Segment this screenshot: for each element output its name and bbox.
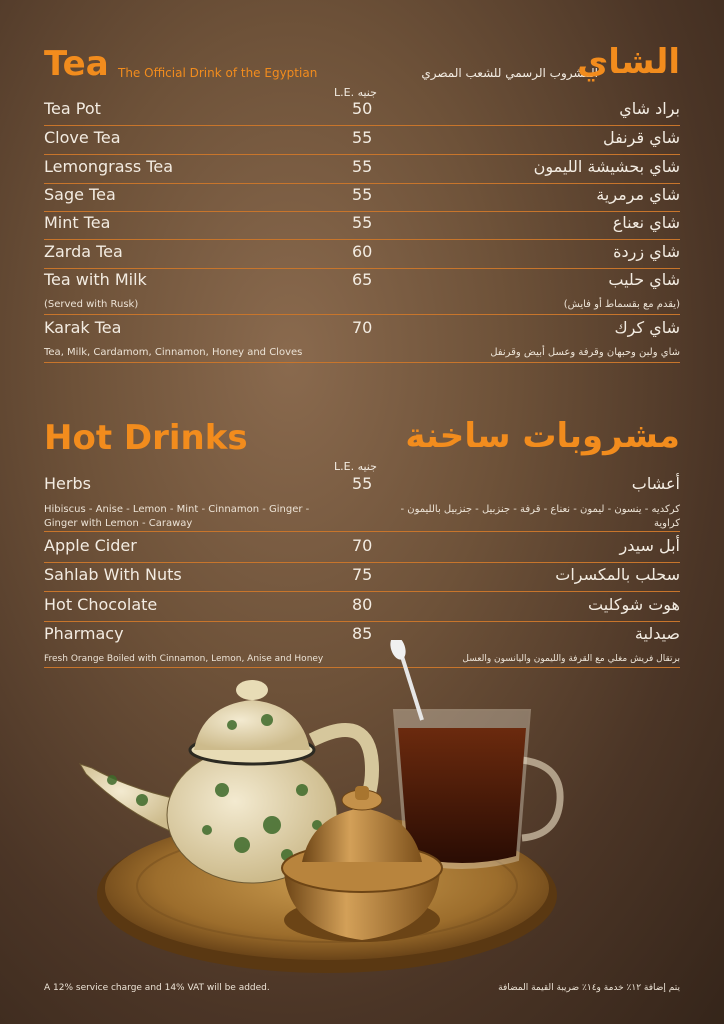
item-note-en: Hibiscus - Anise - Lemon - Mint - Cinnamon - Ginger - Ginger with Lemon - Caraway (44, 504, 310, 529)
menu-row-mint-tea (44, 211, 680, 240)
item-price: 55 (352, 128, 373, 147)
item-name-ar: براد شاي (619, 99, 680, 118)
item-price: 60 (352, 242, 373, 261)
item-name-en: Sahlab With Nuts (44, 565, 182, 584)
item-price: 50 (352, 99, 373, 118)
item-price: 70 (352, 536, 373, 555)
item-price: 65 (352, 270, 373, 289)
item-name-ar: صيدلية (634, 624, 680, 643)
item-price: 55 (352, 157, 373, 176)
item-name-ar: شاي كرك (614, 318, 680, 337)
item-note-ar: برتقال فريش مغلي مع القرفة والليمون واليانسون والعسل (462, 654, 680, 664)
item-name-en: Tea Pot (44, 99, 101, 118)
menu-row-sage-tea (44, 183, 680, 212)
item-name-en: Sage Tea (44, 185, 116, 204)
item-name-ar: شاي بحشيشة الليمون (533, 157, 680, 176)
item-name-ar: أعشاب (631, 474, 680, 493)
item-price: 85 (352, 624, 373, 643)
item-price: 70 (352, 318, 373, 337)
hot-drinks-title-en: Hot Drinks (44, 418, 248, 458)
menu-row-hot-chocolate (44, 593, 680, 622)
item-name-en: Zarda Tea (44, 242, 123, 261)
item-price: 55 (352, 213, 373, 232)
item-price: 75 (352, 565, 373, 584)
item-name-ar: شاي زردة (613, 242, 680, 261)
hot-drinks-title-ar: مشروبات ساخنة (405, 416, 680, 456)
item-name-ar: أبل سيدر (619, 536, 680, 555)
menu-row-herbs (44, 472, 680, 500)
item-note-ar: شاي ولبن وحبهان وقرفة وعسل أبيض وقرنفل (490, 347, 680, 358)
menu-row-tea-pot (44, 97, 680, 126)
tea-currency: L.E. جنيه (334, 86, 377, 99)
menu-row-lemongrass-tea (44, 155, 680, 184)
tea-title-en: Tea (44, 44, 109, 84)
item-name-ar: سحلب بالمكسرات (555, 565, 680, 584)
item-name-en: Mint Tea (44, 213, 111, 232)
menu-row-sahlab-with-nuts (44, 563, 680, 592)
item-name-en: Tea with Milk (44, 270, 147, 289)
item-note-ar: كركديه - ينسون - ليمون - نعناع - قرفة - جنزبيل - جنزبيل بالليمون - كراوية (400, 504, 680, 529)
item-name-ar: هوت شوكليت (588, 595, 680, 614)
divider (44, 362, 680, 363)
item-price: 55 (352, 474, 373, 493)
item-name-ar: شاي نعناع (612, 213, 680, 232)
item-price: 80 (352, 595, 373, 614)
item-name-en: Hot Chocolate (44, 595, 158, 614)
item-name-ar: شاي قرنفل (602, 128, 680, 147)
divider (44, 531, 680, 532)
item-note-ar: (يقدم مع بقسماط أو فايش) (563, 299, 680, 310)
item-name-ar: شاي حليب (608, 270, 680, 289)
hot-drinks-currency: L.E. جنيه (334, 460, 377, 473)
item-name-en: Karak Tea (44, 318, 122, 337)
tea-title-ar: الشاي (577, 42, 680, 82)
tea-set-illustration (72, 640, 592, 980)
item-name-en: Lemongrass Tea (44, 157, 173, 176)
tea-tagline-ar: المشروب الرسمي للشعب المصري (421, 66, 598, 80)
divider (44, 314, 680, 315)
menu-row-zarda-tea (44, 240, 680, 269)
item-name-ar: شاي مرمرية (596, 185, 680, 204)
item-name-en: Apple Cider (44, 536, 137, 555)
item-price: 55 (352, 185, 373, 204)
menu-row-apple-cider (44, 534, 680, 563)
menu-row-clove-tea (44, 126, 680, 155)
item-name-en: Pharmacy (44, 624, 124, 643)
menu-row-karak-tea (44, 316, 680, 344)
item-note-en: Fresh Orange Boiled with Cinnamon, Lemon, Anise and Honey (44, 654, 324, 664)
item-note-en: Tea, Milk, Cardamom, Cinnamon, Honey and Cloves (44, 347, 303, 358)
item-note-en: (Served with Rusk) (44, 299, 139, 310)
tea-tagline-en: The Official Drink of the Egyptian (118, 66, 318, 80)
service-charge-note-ar: يتم إضافة ١٢٪ خدمة و١٤٪ ضريبة القيمة المضافة (498, 983, 680, 993)
item-name-en: Clove Tea (44, 128, 121, 147)
menu-row-tea-with-milk (44, 268, 680, 296)
service-charge-note-en: A 12% service charge and 14% VAT will be added. (44, 983, 270, 993)
item-name-en: Herbs (44, 474, 91, 493)
